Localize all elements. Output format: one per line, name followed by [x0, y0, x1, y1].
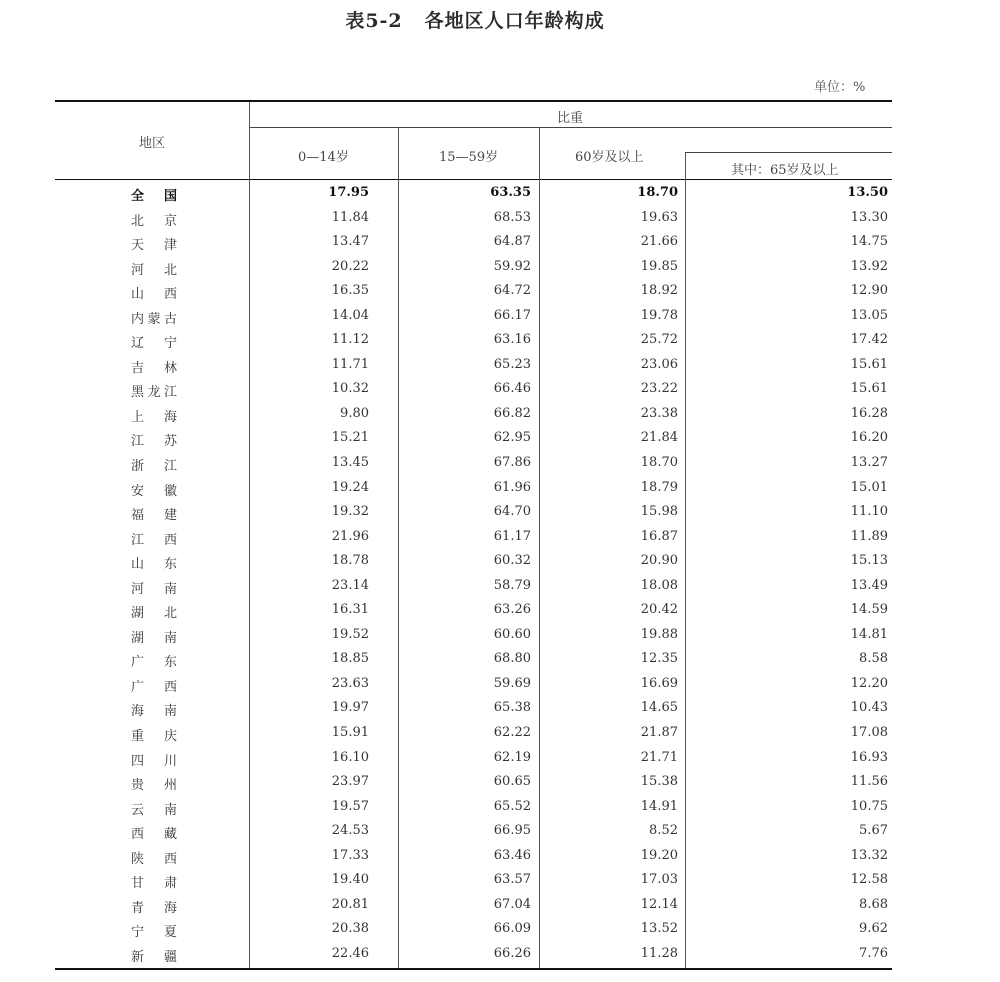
- value-65-plus: 13.49: [850, 577, 888, 593]
- value-65-plus: 14.75: [850, 234, 888, 250]
- value-60-plus: 19.88: [640, 626, 678, 642]
- table-row: [0, 426, 1000, 451]
- table-row: [0, 574, 1000, 599]
- value-65-plus: 8.58: [859, 651, 888, 667]
- value-0-14: 11.84: [331, 209, 369, 225]
- value-15-59: 67.04: [493, 896, 531, 912]
- region-cell: 安 徽: [131, 483, 177, 499]
- value-0-14: 24.53: [331, 823, 369, 839]
- region-cell: 河 北: [131, 262, 177, 278]
- table-row: [0, 696, 1000, 721]
- table-body: [0, 181, 1000, 967]
- table-row: [0, 402, 1000, 427]
- value-15-59: 66.95: [493, 823, 531, 839]
- value-60-plus: 11.28: [640, 945, 678, 961]
- value-60-plus: 16.87: [640, 528, 678, 544]
- table-row: [0, 353, 1000, 378]
- value-15-59: 63.16: [493, 332, 531, 348]
- table-row: [0, 893, 1000, 918]
- value-15-59: 64.87: [493, 234, 531, 250]
- value-0-14: 19.40: [331, 872, 369, 888]
- value-0-14: 17.33: [331, 847, 369, 863]
- value-0-14: 19.32: [331, 504, 369, 520]
- value-15-59: 65.23: [493, 356, 531, 372]
- header-region: 地区: [139, 136, 166, 151]
- value-15-59: 63.26: [493, 602, 531, 618]
- table-row: [0, 819, 1000, 844]
- value-60-plus: 25.72: [640, 332, 678, 348]
- value-0-14: 18.78: [331, 553, 369, 569]
- value-60-plus: 21.66: [640, 234, 678, 250]
- header-col-60-plus: 60岁及以上: [575, 150, 644, 165]
- top-rule: [55, 100, 892, 102]
- table-caption: 各地区人口年龄构成: [424, 10, 605, 32]
- header-col-65-plus: 其中：65岁及以上: [731, 163, 839, 178]
- table-row: [0, 500, 1000, 525]
- value-65-plus: 15.61: [850, 381, 888, 397]
- value-65-plus: 13.32: [850, 847, 888, 863]
- table-row: [0, 279, 1000, 304]
- table-row: [0, 770, 1000, 795]
- value-0-14: 22.46: [331, 945, 369, 961]
- value-60-plus: 14.91: [640, 798, 678, 814]
- value-60-plus: 13.52: [640, 921, 678, 937]
- region-cell: 宁 夏: [131, 925, 177, 941]
- value-15-59: 68.53: [493, 209, 531, 225]
- table-row: [0, 304, 1000, 329]
- value-60-plus: 16.69: [640, 675, 678, 691]
- value-0-14: 11.71: [331, 356, 369, 372]
- region-cell: 江 西: [131, 532, 177, 548]
- region-cell: 四 川: [131, 753, 177, 769]
- table-row: [0, 672, 1000, 697]
- region-cell: 吉 林: [131, 360, 177, 376]
- value-65-plus: 5.67: [859, 823, 888, 839]
- value-15-59: 59.69: [493, 675, 531, 691]
- region-cell: 重 庆: [131, 729, 177, 745]
- value-65-plus: 13.50: [847, 185, 888, 200]
- value-65-plus: 11.56: [850, 774, 888, 790]
- region-cell: 辽 宁: [131, 336, 177, 352]
- value-15-59: 65.38: [493, 700, 531, 716]
- value-60-plus: 8.52: [649, 823, 678, 839]
- value-15-59: 61.96: [493, 479, 531, 495]
- value-0-14: 19.57: [331, 798, 369, 814]
- value-65-plus: 16.28: [850, 405, 888, 421]
- region-cell: 湖 北: [131, 606, 177, 622]
- region-cell: 内蒙古: [131, 311, 177, 327]
- table-row: [0, 623, 1000, 648]
- value-60-plus: 20.90: [640, 553, 678, 569]
- value-15-59: 64.70: [493, 504, 531, 520]
- value-65-plus: 10.75: [850, 798, 888, 814]
- table-row: [0, 647, 1000, 672]
- value-0-14: 20.38: [331, 921, 369, 937]
- value-65-plus: 15.13: [850, 553, 888, 569]
- table-row: [0, 328, 1000, 353]
- value-65-plus: 7.76: [859, 945, 888, 961]
- value-60-plus: 23.06: [640, 356, 678, 372]
- value-15-59: 63.57: [493, 872, 531, 888]
- region-cell: 青 海: [131, 900, 177, 916]
- value-15-59: 66.46: [493, 381, 531, 397]
- table-row: [0, 917, 1000, 942]
- value-65-plus: 13.05: [850, 307, 888, 323]
- table-row: [0, 525, 1000, 550]
- region-cell: 新 疆: [131, 949, 177, 965]
- value-15-59: 60.32: [493, 553, 531, 569]
- value-65-plus: 15.01: [850, 479, 888, 495]
- value-65-plus: 17.42: [850, 332, 888, 348]
- header-col-15-59: 15—59岁: [439, 150, 499, 165]
- region-cell: 贵 州: [131, 778, 177, 794]
- value-60-plus: 18.70: [637, 185, 678, 200]
- value-60-plus: 15.98: [640, 504, 678, 520]
- table-row: [0, 206, 1000, 231]
- value-65-plus: 17.08: [850, 725, 888, 741]
- table-row: [0, 942, 1000, 967]
- value-0-14: 15.91: [331, 725, 369, 741]
- region-cell: 江 苏: [131, 434, 177, 450]
- value-65-plus: 8.68: [859, 896, 888, 912]
- table-row: [0, 795, 1000, 820]
- region-cell: 河 南: [131, 581, 177, 597]
- value-60-plus: 18.70: [640, 455, 678, 471]
- table-row: [0, 746, 1000, 771]
- value-60-plus: 15.38: [640, 774, 678, 790]
- header-group: 比重: [557, 111, 584, 126]
- table-row: [0, 377, 1000, 402]
- header-bottom-rule: [55, 179, 892, 180]
- table-row: [0, 868, 1000, 893]
- region-cell: 陕 西: [131, 851, 177, 867]
- value-60-plus: 19.20: [640, 847, 678, 863]
- region-cell: 广 东: [131, 655, 177, 671]
- value-0-14: 16.35: [331, 283, 369, 299]
- value-15-59: 66.09: [493, 921, 531, 937]
- value-0-14: 13.45: [331, 455, 369, 471]
- value-15-59: 60.60: [493, 626, 531, 642]
- value-0-14: 20.81: [331, 896, 369, 912]
- value-60-plus: 20.42: [640, 602, 678, 618]
- value-60-plus: 14.65: [640, 700, 678, 716]
- value-0-14: 10.32: [331, 381, 369, 397]
- table-row: [0, 476, 1000, 501]
- region-cell: 海 南: [131, 704, 177, 720]
- table-row: [0, 844, 1000, 869]
- table-row-total: [0, 181, 1000, 206]
- value-60-plus: 23.38: [640, 405, 678, 421]
- value-0-14: 19.97: [331, 700, 369, 716]
- region-cell: 上 海: [131, 409, 177, 425]
- value-15-59: 63.35: [490, 185, 531, 200]
- table-row: [0, 230, 1000, 255]
- value-65-plus: 11.89: [850, 528, 888, 544]
- table-row: [0, 549, 1000, 574]
- value-0-14: 23.63: [331, 675, 369, 691]
- value-60-plus: 19.78: [640, 307, 678, 323]
- region-cell: 浙 江: [131, 459, 177, 475]
- value-0-14: 15.21: [331, 430, 369, 446]
- bottom-rule: [55, 968, 892, 970]
- header-col-0-14: 0—14岁: [298, 150, 349, 165]
- value-15-59: 65.52: [493, 798, 531, 814]
- value-60-plus: 12.14: [640, 896, 678, 912]
- region-cell: 北 京: [131, 213, 177, 229]
- value-15-59: 67.86: [493, 455, 531, 471]
- value-65-plus: 12.90: [850, 283, 888, 299]
- value-0-14: 23.14: [331, 577, 369, 593]
- value-0-14: 18.85: [331, 651, 369, 667]
- region-cell: 山 东: [131, 557, 177, 573]
- table-row: [0, 255, 1000, 280]
- value-65-plus: 14.59: [850, 602, 888, 618]
- table-title: [0, 6, 950, 33]
- value-0-14: 13.47: [331, 234, 369, 250]
- value-0-14: 16.31: [331, 602, 369, 618]
- region-cell: 福 建: [131, 508, 177, 524]
- value-0-14: 9.80: [340, 405, 369, 421]
- value-15-59: 68.80: [493, 651, 531, 667]
- value-0-14: 23.97: [331, 774, 369, 790]
- value-15-59: 66.82: [493, 405, 531, 421]
- value-15-59: 64.72: [493, 283, 531, 299]
- value-15-59: 58.79: [493, 577, 531, 593]
- value-65-plus: 11.10: [850, 504, 888, 520]
- sub-underline: [685, 152, 892, 153]
- region-cell: 甘 肃: [131, 876, 177, 892]
- value-65-plus: 9.62: [859, 921, 888, 937]
- region-cell: 湖 南: [131, 630, 177, 646]
- value-15-59: 60.65: [493, 774, 531, 790]
- value-15-59: 66.26: [493, 945, 531, 961]
- value-0-14: 11.12: [331, 332, 369, 348]
- value-65-plus: 14.81: [850, 626, 888, 642]
- value-15-59: 66.17: [493, 307, 531, 323]
- table-row: [0, 598, 1000, 623]
- region-cell: 广 西: [131, 679, 177, 695]
- value-65-plus: 16.20: [850, 430, 888, 446]
- table-row: [0, 451, 1000, 476]
- value-15-59: 62.95: [493, 430, 531, 446]
- value-0-14: 14.04: [331, 307, 369, 323]
- value-60-plus: 17.03: [640, 872, 678, 888]
- value-60-plus: 23.22: [640, 381, 678, 397]
- value-60-plus: 21.71: [640, 749, 678, 765]
- value-60-plus: 18.08: [640, 577, 678, 593]
- value-60-plus: 18.79: [640, 479, 678, 495]
- value-65-plus: 13.30: [850, 209, 888, 225]
- value-65-plus: 16.93: [850, 749, 888, 765]
- table-row: [0, 721, 1000, 746]
- value-65-plus: 12.58: [850, 872, 888, 888]
- region-cell: 西 藏: [131, 827, 177, 843]
- value-15-59: 62.19: [493, 749, 531, 765]
- value-0-14: 21.96: [331, 528, 369, 544]
- value-15-59: 63.46: [493, 847, 531, 863]
- value-15-59: 61.17: [493, 528, 531, 544]
- value-15-59: 59.92: [493, 258, 531, 274]
- value-60-plus: 19.63: [640, 209, 678, 225]
- value-0-14: 16.10: [331, 749, 369, 765]
- value-0-14: 17.95: [328, 185, 369, 200]
- region-cell: 云 南: [131, 802, 177, 818]
- value-60-plus: 19.85: [640, 258, 678, 274]
- region-cell: 天 津: [131, 238, 177, 254]
- value-0-14: 19.24: [331, 479, 369, 495]
- region-cell: 全 国: [131, 189, 177, 204]
- value-65-plus: 10.43: [850, 700, 888, 716]
- region-cell: 山 西: [131, 287, 177, 303]
- group-underline: [249, 127, 892, 128]
- value-60-plus: 21.87: [640, 725, 678, 741]
- unit-label: 单位：%: [814, 80, 866, 95]
- value-15-59: 62.22: [493, 725, 531, 741]
- value-65-plus: 13.92: [850, 258, 888, 274]
- value-60-plus: 21.84: [640, 430, 678, 446]
- value-65-plus: 15.61: [850, 356, 888, 372]
- value-60-plus: 12.35: [640, 651, 678, 667]
- region-cell: 黑龙江: [131, 385, 177, 401]
- value-0-14: 19.52: [331, 626, 369, 642]
- value-65-plus: 13.27: [850, 455, 888, 471]
- value-0-14: 20.22: [331, 258, 369, 274]
- value-65-plus: 12.20: [850, 675, 888, 691]
- value-60-plus: 18.92: [640, 283, 678, 299]
- table-number: 表5-2: [345, 10, 403, 32]
